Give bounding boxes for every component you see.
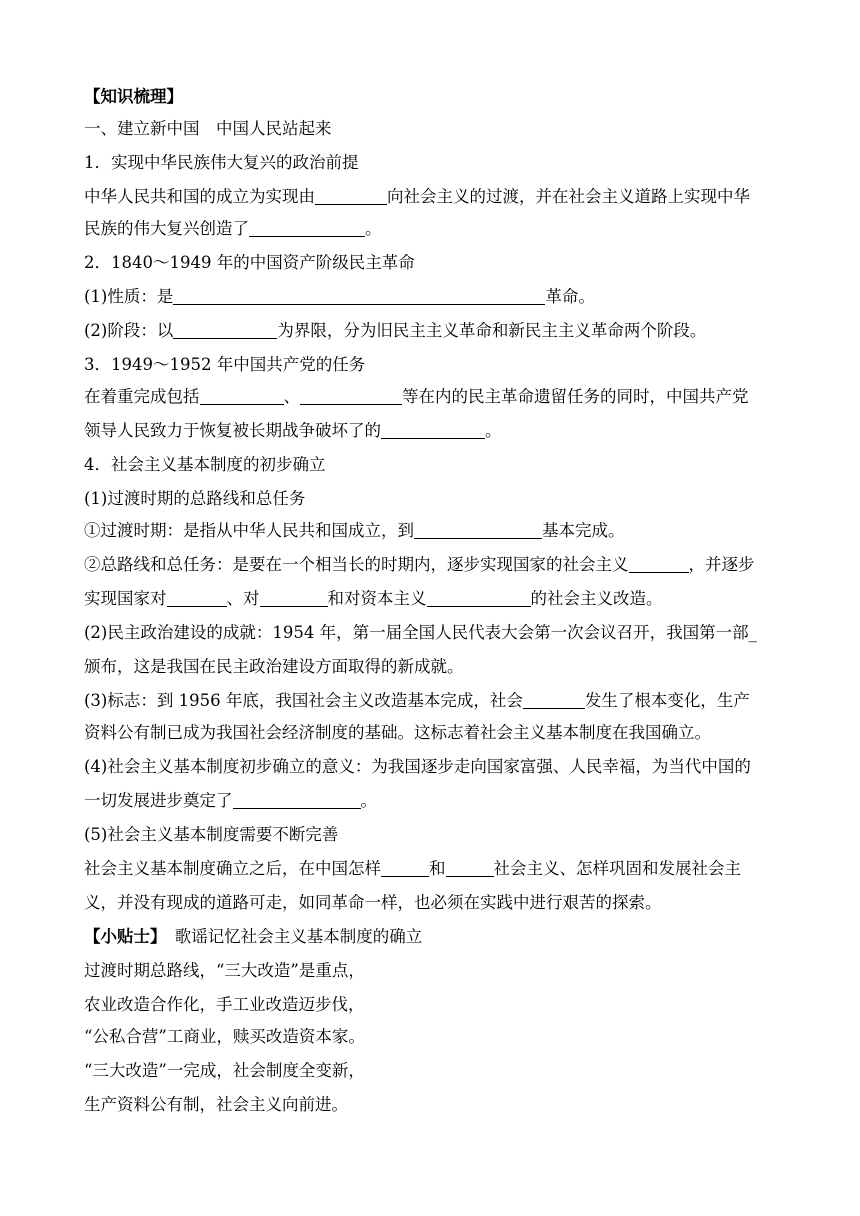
item-4-title: 4．社会主义基本制度的初步确立 xyxy=(84,455,326,474)
answer-blank[interactable] xyxy=(167,588,227,607)
text: (2)阶段：以 xyxy=(84,321,174,340)
item-4-sub-5: (5)社会主义基本制度需要不断完善 xyxy=(84,825,339,844)
text: 。 xyxy=(365,219,382,238)
tip-heading xyxy=(84,926,422,948)
text: ①过渡时期：是指从中华人民共和国成立，到 xyxy=(84,521,414,540)
text: 、对 xyxy=(226,589,260,608)
answer-blank[interactable] xyxy=(427,588,531,607)
item-2-point-2 xyxy=(84,320,706,342)
text: 一切发展进步奠定了 xyxy=(84,791,233,810)
text: 中华人民共和国的成立为实现由 xyxy=(84,187,315,206)
answer-blank[interactable] xyxy=(260,588,328,607)
text: 和 xyxy=(429,859,446,878)
item-4-sub-1-c xyxy=(84,588,663,610)
text: ，并逐步 xyxy=(688,555,755,574)
text: 民族的伟大复兴创造了 xyxy=(84,219,249,238)
answer-blank[interactable] xyxy=(300,386,402,405)
answer-blank[interactable] xyxy=(381,858,429,877)
tip-verse-line: 农业改造合作化，手工业改造迈步伐， xyxy=(84,995,365,1014)
text: 在着重完成包括 xyxy=(84,387,200,406)
answer-blank[interactable] xyxy=(523,690,585,709)
item-4-sub-4-line-2 xyxy=(84,790,377,812)
answer-blank[interactable] xyxy=(233,790,361,809)
item-4-sub-3-line-2: 资料公有制已成为我国社会经济制度的基础。这标志着社会主义基本制度在我国确立。 xyxy=(84,723,711,742)
text: 的社会主义改造。 xyxy=(530,589,663,608)
answer-blank[interactable] xyxy=(173,320,277,339)
heading-knowledge: 【知识梳理】 xyxy=(84,87,183,106)
text: 等在内的民主革命遗留任务的同时，中国共产党 xyxy=(402,387,749,406)
section-title-1: 一、建立新中国 中国人民站起来 xyxy=(84,119,332,138)
item-2-title: 2．1840～1949 年的中国资产阶级民主革命 xyxy=(84,253,415,272)
answer-blank[interactable] xyxy=(414,520,542,539)
answer-blank[interactable] xyxy=(381,420,485,439)
answer-blank[interactable] xyxy=(249,218,365,237)
answer-blank[interactable] xyxy=(446,858,494,877)
answer-blank[interactable] xyxy=(629,554,689,573)
item-1-line-1 xyxy=(84,186,750,208)
item-4-sub-1-b xyxy=(84,554,755,576)
text: 社会主义基本制度确立之后，在中国怎样 xyxy=(84,859,381,878)
text: 。 xyxy=(360,791,377,810)
item-2-point-1 xyxy=(84,286,595,308)
item-4-sub-2-line-1: (2)民主政治建设的成就：1954 年，第一届全国人民代表大会第一次会议召开，我国第一部_ xyxy=(84,623,757,642)
text: 、 xyxy=(283,387,300,406)
tip-verse-line: 过渡时期总路线，“三大改造”是重点， xyxy=(84,961,365,980)
text: 。 xyxy=(485,421,502,440)
text: (3)标志：到 1956 年底，我国社会主义改造基本完成，社会 xyxy=(84,691,523,710)
item-3-title: 3．1949～1952 年中国共产党的任务 xyxy=(84,355,366,374)
text: 领导人民致力于恢复被长期战争破坏了的 xyxy=(84,421,381,440)
text: 基本完成。 xyxy=(542,521,625,540)
item-4-sub-1-a xyxy=(84,520,625,542)
text: 实现国家对 xyxy=(84,589,167,608)
text: 发生了根本变化，生产 xyxy=(584,691,750,710)
text: ②总路线和总任务：是要在一个相当长的时期内，逐步实现国家的社会主义 xyxy=(84,555,629,574)
item-4-sub-5-line-1 xyxy=(84,858,741,880)
tip-verse-line: 生产资料公有制，社会主义向前进。 xyxy=(84,1095,348,1114)
answer-blank[interactable] xyxy=(315,186,387,205)
text: 和对资本主义 xyxy=(327,589,427,608)
item-3-line-2 xyxy=(84,420,502,442)
item-1-title: 1．实现中华民族伟大复兴的政治前提 xyxy=(84,153,359,172)
tip-verse-line: “公私合营”工商业，赎买改造资本家。 xyxy=(84,1027,365,1046)
tip-verse-line: “三大改造”一完成，社会制度全变新， xyxy=(84,1061,365,1080)
text: 为界限，分为旧民主主义革命和新民主主义革命两个阶段。 xyxy=(277,321,707,340)
item-4-sub-2-line-2: 颁布，这是我国在民主政治建设方面取得的新成就。 xyxy=(84,657,464,676)
item-4-sub-4-line-1: (4)社会主义基本制度初步确立的意义：为我国逐步走向国家富强、人民幸福，为当代中国的 xyxy=(84,757,751,776)
tip-label: 【小贴士】 xyxy=(84,927,159,946)
item-4-sub-1: (1)过渡时期的总路线和总任务 xyxy=(84,489,306,508)
item-4-sub-3-line-1 xyxy=(84,690,750,712)
item-3-line-1 xyxy=(84,386,749,408)
answer-blank[interactable] xyxy=(200,386,284,405)
text: (1)性质：是 xyxy=(84,287,174,306)
text: 社会主义、怎样巩固和发展社会主 xyxy=(493,859,741,878)
tip-title: 歌谣记忆社会主义基本制度的确立 xyxy=(158,927,423,946)
text: 向社会主义的过渡，并在社会主义道路上实现中华 xyxy=(387,187,750,206)
item-4-sub-5-line-2: 义，并没有现成的道路可走，如同革命一样，也必须在实践中进行艰苦的探索。 xyxy=(84,893,662,912)
text: 革命。 xyxy=(545,287,595,306)
item-1-line-2 xyxy=(84,218,382,240)
answer-blank[interactable] xyxy=(173,286,545,305)
